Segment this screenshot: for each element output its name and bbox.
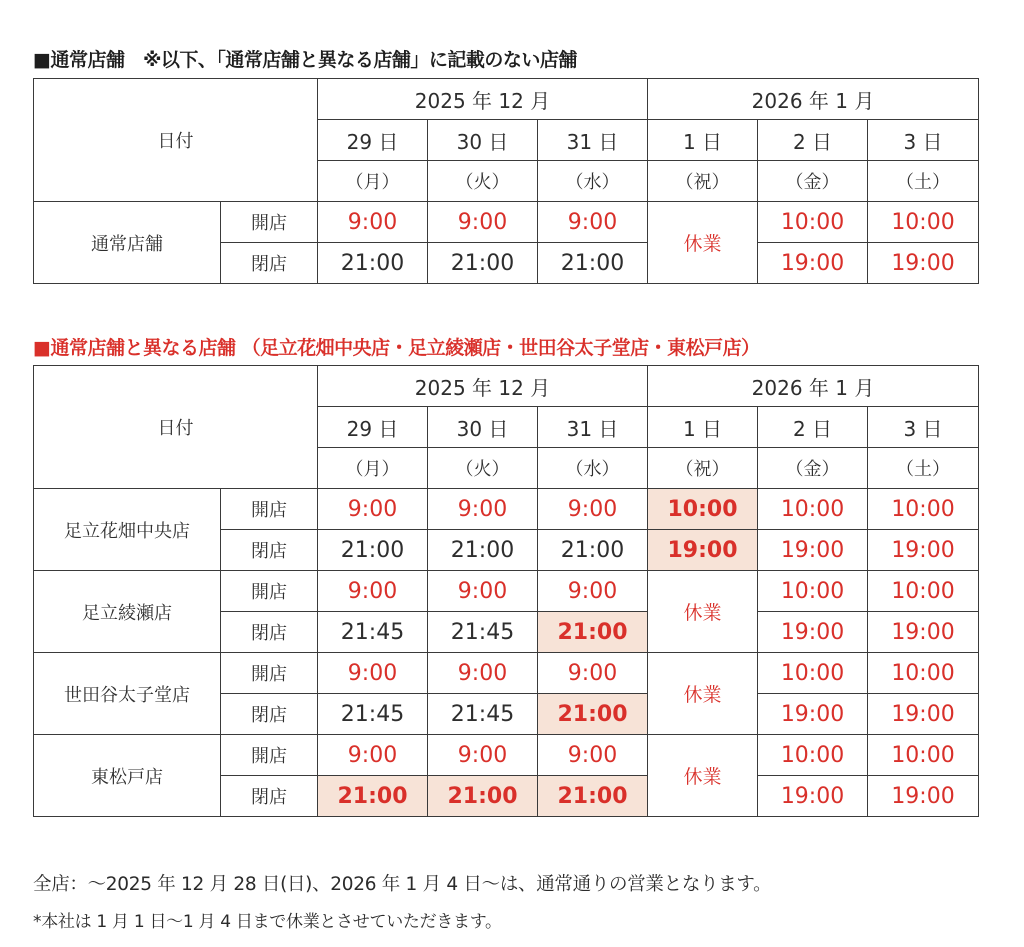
close-time: 19:00 bbox=[868, 776, 979, 817]
closed-day: 休業 bbox=[648, 735, 758, 817]
store-name: 世田谷太子堂店 bbox=[34, 653, 221, 735]
close-time: 19:00 bbox=[758, 530, 868, 571]
close-time-highlighted: 21:00 bbox=[538, 694, 648, 735]
store-name: 足立綾瀬店 bbox=[34, 571, 221, 653]
open-time: 9:00 bbox=[428, 202, 538, 243]
open-time: 9:00 bbox=[538, 653, 648, 694]
day-header: 29 日 bbox=[318, 407, 428, 448]
close-label: 閉店 bbox=[221, 776, 318, 817]
store-name: 通常店舗 bbox=[34, 202, 221, 284]
open-time: 9:00 bbox=[318, 571, 428, 612]
day-header: 29 日 bbox=[318, 120, 428, 161]
open-time: 9:00 bbox=[318, 202, 428, 243]
closed-day: 休業 bbox=[648, 202, 758, 284]
close-time: 21:45 bbox=[428, 612, 538, 653]
close-label: 閉店 bbox=[221, 694, 318, 735]
open-label: 開店 bbox=[221, 735, 318, 776]
close-time-highlighted: 21:00 bbox=[538, 776, 648, 817]
open-time: 10:00 bbox=[868, 735, 979, 776]
day-header: 1 日 bbox=[648, 407, 758, 448]
open-label: 開店 bbox=[221, 653, 318, 694]
day-header: 2 日 bbox=[758, 120, 868, 161]
store-name: 東松戸店 bbox=[34, 735, 221, 817]
day-header: 2 日 bbox=[758, 407, 868, 448]
open-time: 9:00 bbox=[318, 489, 428, 530]
close-time: 19:00 bbox=[758, 776, 868, 817]
weekday-header: （月） bbox=[318, 448, 428, 489]
close-time: 21:00 bbox=[538, 243, 648, 284]
open-time: 9:00 bbox=[428, 489, 538, 530]
open-time: 10:00 bbox=[868, 489, 979, 530]
close-time: 21:00 bbox=[318, 243, 428, 284]
month-header-jan-2026: 2026 年 1 月 bbox=[648, 79, 979, 120]
day-header: 31 日 bbox=[538, 120, 648, 161]
closed-day: 休業 bbox=[648, 571, 758, 653]
close-time: 19:00 bbox=[868, 612, 979, 653]
weekday-header: （金） bbox=[758, 448, 868, 489]
section-title-exception-stores: ■通常店舗と異なる店舗 （足立花畑中央店・足立綾瀬店・世田谷太子堂店・東松戸店） bbox=[33, 337, 760, 359]
day-header: 3 日 bbox=[868, 120, 979, 161]
open-time: 10:00 bbox=[758, 489, 868, 530]
regular-stores-hours-table bbox=[33, 78, 979, 284]
day-header: 31 日 bbox=[538, 407, 648, 448]
close-time-highlighted: 21:00 bbox=[318, 776, 428, 817]
open-time: 9:00 bbox=[318, 653, 428, 694]
footer-note-all-stores: 全店：～2025 年 12 月 28 日(日)、2026 年 1 月 4 日～は、通常通りの営業となります。 bbox=[33, 874, 772, 895]
close-time: 21:45 bbox=[428, 694, 538, 735]
close-time-highlighted: 21:00 bbox=[428, 776, 538, 817]
close-label: 閉店 bbox=[221, 243, 318, 284]
open-time: 9:00 bbox=[538, 489, 648, 530]
open-time: 10:00 bbox=[758, 571, 868, 612]
open-label: 開店 bbox=[221, 571, 318, 612]
open-time: 9:00 bbox=[428, 653, 538, 694]
close-time-highlighted: 21:00 bbox=[538, 612, 648, 653]
weekday-header: （金） bbox=[758, 161, 868, 202]
open-time: 9:00 bbox=[538, 735, 648, 776]
open-time: 10:00 bbox=[868, 571, 979, 612]
close-time: 21:00 bbox=[318, 530, 428, 571]
month-header-jan-2026: 2026 年 1 月 bbox=[648, 366, 979, 407]
open-time: 9:00 bbox=[428, 571, 538, 612]
weekday-header: （祝） bbox=[648, 161, 758, 202]
close-time: 21:00 bbox=[428, 530, 538, 571]
open-time: 10:00 bbox=[758, 735, 868, 776]
open-time: 9:00 bbox=[428, 735, 538, 776]
weekday-header: （祝） bbox=[648, 448, 758, 489]
month-header-dec-2025: 2025 年 12 月 bbox=[318, 79, 648, 120]
open-time: 10:00 bbox=[758, 202, 868, 243]
open-time: 10:00 bbox=[758, 653, 868, 694]
close-label: 閉店 bbox=[221, 612, 318, 653]
date-header-label: 日付 bbox=[34, 366, 318, 489]
day-header: 30 日 bbox=[428, 407, 538, 448]
close-time: 21:00 bbox=[428, 243, 538, 284]
close-time: 19:00 bbox=[758, 694, 868, 735]
close-time: 19:00 bbox=[758, 612, 868, 653]
weekday-header: （火） bbox=[428, 161, 538, 202]
close-time: 19:00 bbox=[758, 243, 868, 284]
weekday-header: （土） bbox=[868, 448, 979, 489]
day-header: 3 日 bbox=[868, 407, 979, 448]
closed-day: 休業 bbox=[648, 653, 758, 735]
exception-stores-hours-table bbox=[33, 365, 979, 817]
close-time: 21:45 bbox=[318, 694, 428, 735]
day-header: 30 日 bbox=[428, 120, 538, 161]
date-header-label: 日付 bbox=[34, 79, 318, 202]
section-title-regular-stores: ■通常店舗 ※以下、「通常店舗と異なる店舗」に記載のない店舗 bbox=[33, 49, 577, 71]
day-header: 1 日 bbox=[648, 120, 758, 161]
open-label: 開店 bbox=[221, 202, 318, 243]
weekday-header: （水） bbox=[538, 161, 648, 202]
close-time-highlighted: 19:00 bbox=[648, 530, 758, 571]
month-header-dec-2025: 2025 年 12 月 bbox=[318, 366, 648, 407]
store-name: 足立花畑中央店 bbox=[34, 489, 221, 571]
open-time: 10:00 bbox=[868, 202, 979, 243]
close-time: 19:00 bbox=[868, 694, 979, 735]
open-time-highlighted: 10:00 bbox=[648, 489, 758, 530]
open-time: 9:00 bbox=[538, 571, 648, 612]
weekday-header: （土） bbox=[868, 161, 979, 202]
weekday-header: （月） bbox=[318, 161, 428, 202]
weekday-header: （水） bbox=[538, 448, 648, 489]
weekday-header: （火） bbox=[428, 448, 538, 489]
close-time: 19:00 bbox=[868, 530, 979, 571]
open-time: 9:00 bbox=[318, 735, 428, 776]
open-label: 開店 bbox=[221, 489, 318, 530]
footer-note-head-office: *本社は 1 月 1 日～1 月 4 日まで休業とさせていただきます。 bbox=[33, 912, 502, 932]
open-time: 10:00 bbox=[868, 653, 979, 694]
open-time: 9:00 bbox=[538, 202, 648, 243]
close-time: 21:45 bbox=[318, 612, 428, 653]
close-time: 19:00 bbox=[868, 243, 979, 284]
close-time: 21:00 bbox=[538, 530, 648, 571]
close-label: 閉店 bbox=[221, 530, 318, 571]
